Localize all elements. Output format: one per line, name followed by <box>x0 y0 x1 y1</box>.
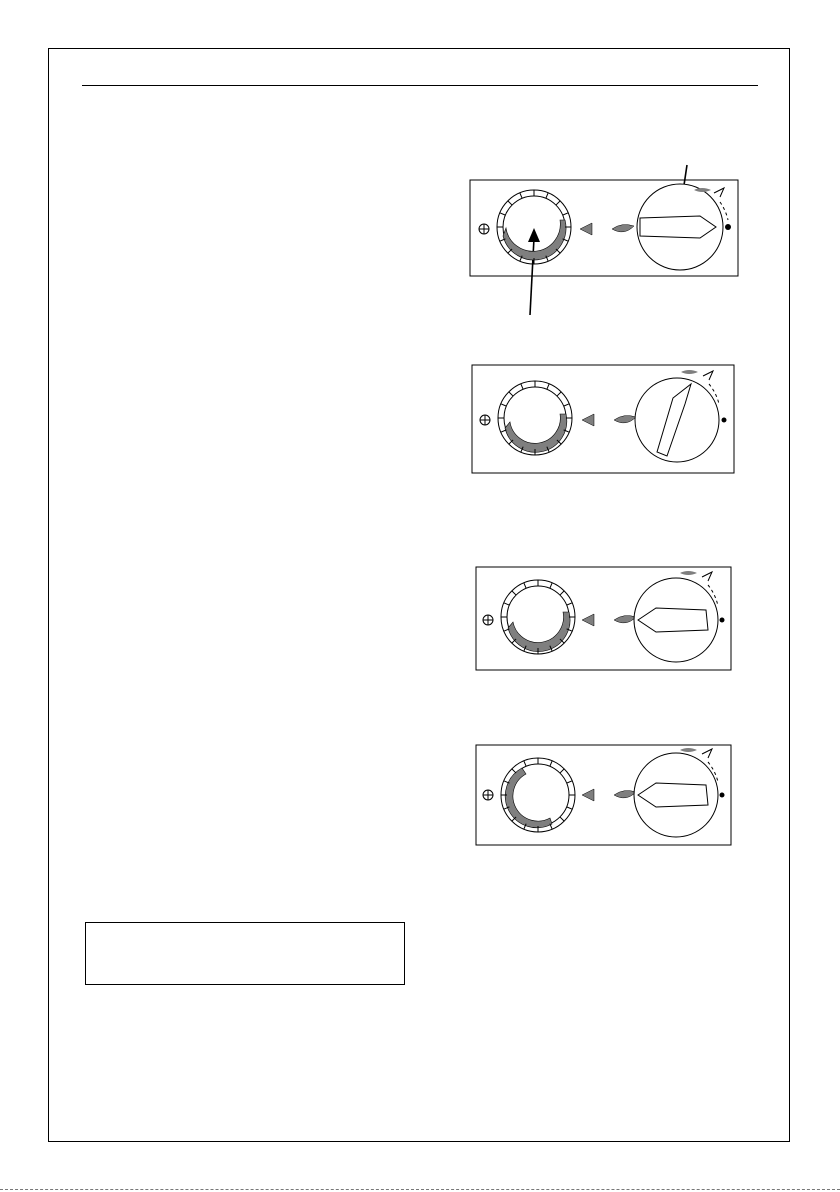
fan-icon <box>702 749 712 758</box>
dial-tick <box>563 213 569 215</box>
dial-tick <box>512 591 516 595</box>
thermostat-dial[interactable] <box>501 758 575 832</box>
thermostat-dial[interactable] <box>498 381 572 455</box>
dial-tick <box>546 193 548 199</box>
dial-tick <box>560 591 564 595</box>
note-box <box>85 922 405 985</box>
function-knob[interactable] <box>634 578 718 662</box>
dial-tick <box>550 761 552 767</box>
dial-tick <box>501 404 507 406</box>
flame-small-icon <box>680 571 697 575</box>
arrow-left-icon <box>582 414 594 426</box>
arrow-left-icon <box>580 223 592 235</box>
dial-tick <box>547 384 549 390</box>
control-panel-1 <box>462 150 752 320</box>
flame-icon <box>614 616 636 623</box>
dial-tick <box>504 603 510 605</box>
page-bottom-edge <box>0 1189 840 1190</box>
thermostat-dial[interactable] <box>501 580 575 654</box>
level-indicator <box>505 768 552 828</box>
dial-tick <box>564 404 570 406</box>
dial-tick <box>567 807 573 809</box>
flame-small-icon <box>680 748 697 752</box>
dot-icon <box>720 618 725 623</box>
dial-tick <box>520 193 522 199</box>
fan-icon <box>714 188 724 197</box>
dial-tick <box>500 213 506 215</box>
dial-tick <box>556 201 560 205</box>
dot-icon <box>722 418 727 423</box>
dial-tick <box>509 392 513 396</box>
dial-tick <box>560 817 564 821</box>
flame-icon <box>612 225 634 232</box>
dial-tick <box>521 384 523 390</box>
function-knob[interactable] <box>637 184 723 270</box>
function-knob[interactable] <box>635 378 719 462</box>
flame-icon <box>614 791 636 798</box>
arrow-left-icon <box>582 789 594 801</box>
burner-plus-icon <box>483 615 493 625</box>
control-panel-3 <box>470 562 735 674</box>
dial-tick <box>524 583 526 589</box>
dot-icon <box>720 793 725 798</box>
burner-plus-icon <box>480 415 490 425</box>
dial-tick <box>557 392 561 396</box>
flame-small-icon <box>681 370 698 374</box>
flame-icon <box>614 416 636 423</box>
dial-tick <box>524 761 526 767</box>
dial-tick <box>567 603 573 605</box>
annotation-arrow-dial <box>528 228 540 315</box>
header-rule <box>82 85 758 86</box>
arrow-left-icon <box>582 614 594 626</box>
dot-icon <box>725 224 731 230</box>
control-panel-2 <box>465 360 740 480</box>
fan-icon <box>703 371 713 380</box>
fan-icon <box>702 572 712 581</box>
function-knob[interactable] <box>634 753 718 837</box>
dial-tick <box>512 769 516 773</box>
burner-plus-icon <box>483 790 493 800</box>
dial-tick <box>550 583 552 589</box>
level-indicator <box>505 414 567 452</box>
thermostat-dial[interactable] <box>497 190 571 264</box>
dial-tick <box>567 781 573 783</box>
burner-plus-icon <box>479 224 489 234</box>
dial-tick <box>560 769 564 773</box>
dial-tick <box>508 201 512 205</box>
knob-pointer <box>640 216 716 238</box>
control-panel-4 <box>470 740 735 850</box>
